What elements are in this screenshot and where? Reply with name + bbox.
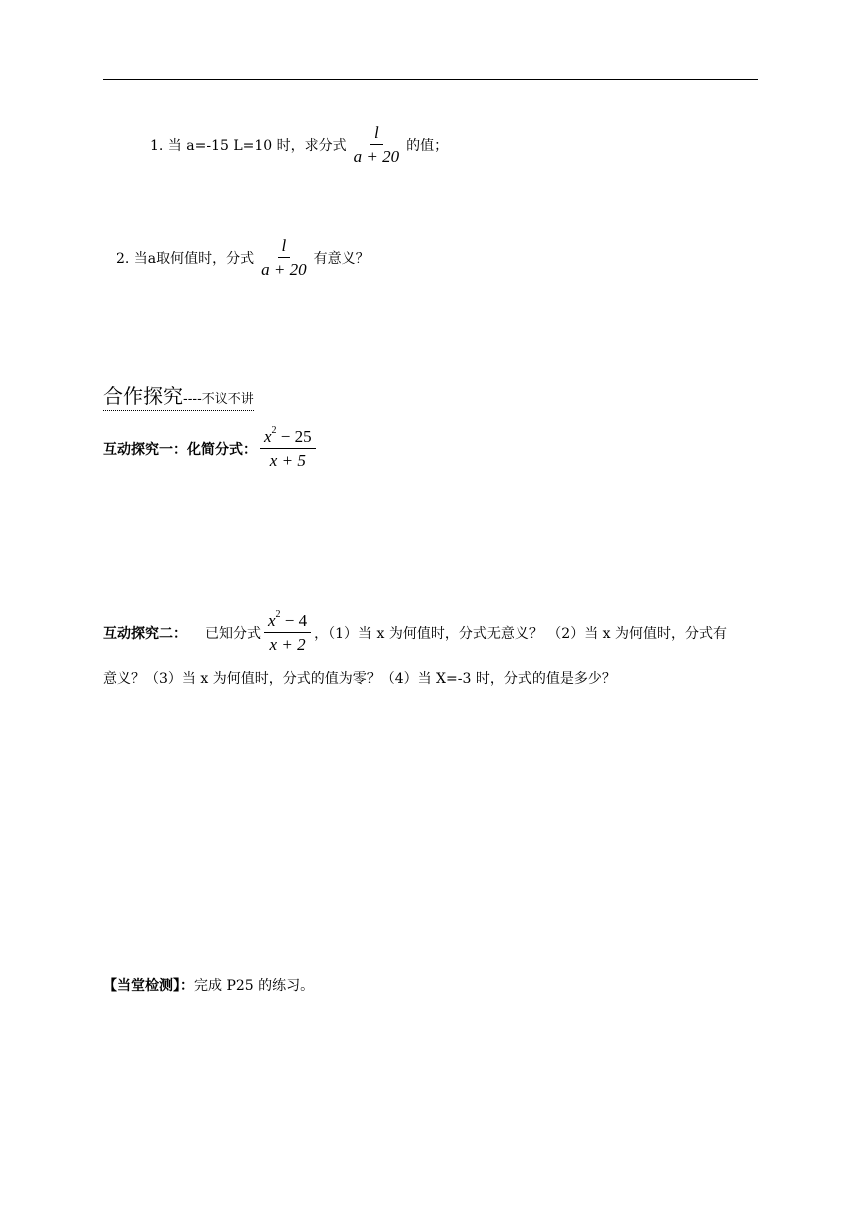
ex2-num-base: x <box>268 611 276 630</box>
q2-denominator: a + 20 <box>261 260 307 279</box>
exploration-2-label: 互动探究二： <box>103 625 187 642</box>
exploration-2-line-1 <box>103 609 727 654</box>
section-subtitle: 不议不讲 <box>201 392 254 407</box>
ex1-num-exponent: 2 <box>271 425 277 437</box>
ex2-num-exponent: 2 <box>275 609 281 621</box>
exploration-2-fraction <box>264 609 311 654</box>
exploration-1-label: 互动探究一：化简分式： <box>103 441 257 458</box>
section-title: 合作探究 <box>103 384 183 408</box>
check-label: 【当堂检测】 <box>103 978 180 994</box>
exploration-1-fraction <box>260 425 316 470</box>
exploration-2-line-2: 意义？（3）当 x 为何值时，分式的值为零？（4）当 X=-3 时，分式的值是多少？ <box>103 671 616 687</box>
question-2 <box>116 237 370 278</box>
q2-numerator: l <box>278 237 291 258</box>
ex2-num-rest: − 4 <box>280 611 308 630</box>
q1-denominator: a + 20 <box>353 147 400 166</box>
classroom-check <box>103 975 314 995</box>
exploration-1-numerator <box>260 425 316 449</box>
section-heading <box>103 380 254 411</box>
ex1-num-base: x <box>264 427 272 446</box>
header-rule <box>103 79 758 80</box>
q1-fraction <box>350 124 403 165</box>
q1-prefix: 1. 当 a=-15 L=10 时，求分式 <box>150 137 347 154</box>
exploration-1-denominator: x + 5 <box>269 451 306 470</box>
question-1 <box>150 124 448 165</box>
exploration-2-prefix: 已知分式 <box>205 625 261 642</box>
q2-suffix: 有意义？ <box>313 250 370 267</box>
q1-numerator: l <box>370 124 383 145</box>
check-text: 完成 P25 的练习。 <box>194 978 315 994</box>
ex1-num-rest: − 25 <box>276 427 312 446</box>
section-dashes: ---- <box>183 392 202 407</box>
check-colon: ： <box>180 978 194 994</box>
exploration-2-text-1: ，（1）当 x 为何值时，分式无意义？ （2）当 x 为何值时，分式有 <box>314 625 727 642</box>
q2-prefix: 2. 当a取何值时，分式 <box>116 250 255 267</box>
exploration-2-denominator: x + 2 <box>269 635 306 654</box>
exploration-1 <box>103 425 319 470</box>
exploration-2-numerator <box>264 609 311 633</box>
q1-suffix: 的值； <box>406 137 449 154</box>
q2-fraction <box>257 237 310 278</box>
